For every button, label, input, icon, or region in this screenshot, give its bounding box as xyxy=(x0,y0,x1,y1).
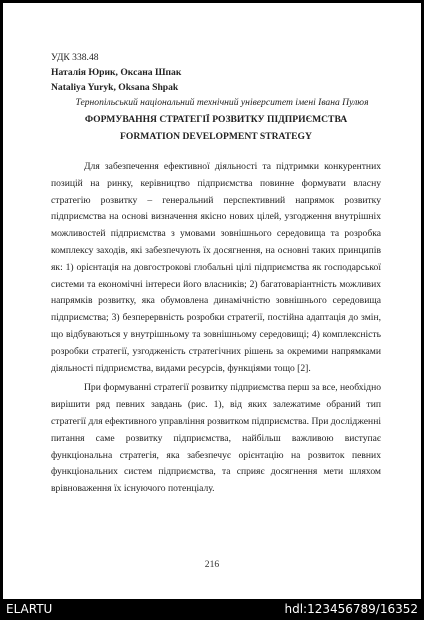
repository-footer xyxy=(0,599,424,620)
document-page xyxy=(3,3,421,599)
title-english: FORMATION DEVELOPMENT STRATEGY xyxy=(120,131,312,142)
paragraph-1: Для забезпечення ефективної діяльності та підтримки конкурентних позицій на ринку, керівництво підприємства повинне формувати власну стратегію розвитку – генеральний перспективний напрямок розвитку підприємства на основі визначення якісно нових цілей, узгодження внутрішніх можливостей підприємства з умовами зовнішнього середовища та розробка комплексу заходів, які забезпечують їх досягнення, на основні таких принципів як: 1) орієнтація на довгострокові глобальні цілі підприємства як господарської системи та економічні інтереси його власників; 2) багатоваріантність можливих напрямків розвитку, яка обумовлена динамічністю зовнішнього середовища підприємства; 3) безперервність розробки стратегії, постійна адаптація до змін, що відбуваються у внутрішньому та зовнішньому середовищі; 4) комплексність розробки стратегії, узгодженість стратегічних рішень за окремими напрямками діяльності підприємства, видами ресурсів, функціями тощо [2]. xyxy=(51,161,381,374)
paragraph-2: При формуванні стратегії розвитку підприємства перш за все, необхідно вирішити ряд певних завдань (рис. 1), від яких залежатиме обраний тип стратегії для ефективного управління розвитком підприємства. При дослідженні питання саме розвитку підприємства, найбільш важливою виступає функціональна стратегія, яка забезпечує орієнтацію на розвиток певних функціональних систем підприємства, та сприяє досягнення мети шляхом врівноваження їх існуючого потенціалу. xyxy=(51,382,381,495)
spacer xyxy=(51,147,381,159)
authors-ukrainian: Наталія Юрик, Оксана Шпак xyxy=(51,67,182,78)
page-number: 216 xyxy=(204,559,220,570)
handle-id: hdl:123456789/16352 xyxy=(284,602,418,616)
repository-name: ELARTU xyxy=(6,602,53,616)
udk-code: УДК 338.48 xyxy=(51,52,99,63)
title-ukrainian: ФОРМУВАННЯ СТРАТЕГІЇ РОЗВИТКУ ПІДПРИЄМСТВА xyxy=(84,114,348,125)
page-content xyxy=(51,51,381,498)
affiliation: Тернопільський національний технічний університет імені Івана Пулюя xyxy=(75,97,369,108)
authors-english: Nataliya Yuryk, Oksana Shpak xyxy=(51,82,179,93)
